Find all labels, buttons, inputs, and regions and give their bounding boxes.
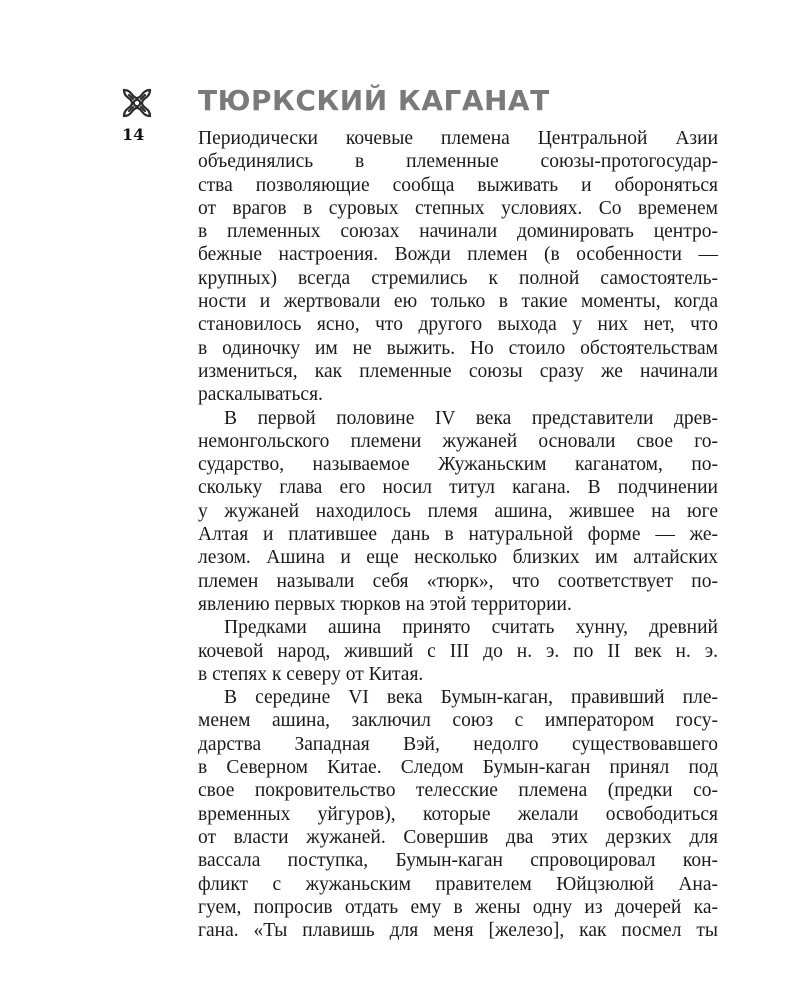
paragraph	[198, 616, 718, 686]
text-line: фликт с жужаньским правителем Юйцзюлюй Ана-	[198, 873, 718, 895]
text-line: в одиночку им не выжить. Но стоило обстоятельствам	[198, 337, 718, 359]
text-line: гана. «Ты плавишь для меня [железо], как посмел ты	[198, 920, 718, 942]
chapter-title: ТЮРКСКИЙ КАГАНАТ	[198, 84, 550, 117]
text-line: от врагов в суровых степных условиях. Со временем	[198, 197, 718, 219]
text-line: в племенных союзах начинали доминировать центро-	[198, 221, 718, 243]
text-line: ности и жертвовали ею только в такие моменты, когда	[198, 291, 718, 313]
text-line: вассала поступка, Бумын-каган спровоцировал кон-	[198, 850, 718, 872]
page-number: 14	[122, 125, 145, 144]
text-line: временных уйгуров), которые желали освободиться	[198, 803, 718, 825]
text-line: в степях к северу от Китая.	[198, 663, 424, 685]
text-line: дарства Западная Вэй, недолго существовавшего	[198, 733, 718, 755]
text-line: свое покровительство телесские племена (предки со-	[198, 780, 718, 802]
text-line: раскалываться.	[198, 384, 323, 406]
text-line: объединялись в племенные союзы-протогосудар-	[198, 151, 718, 173]
text-line: лезом. Ашина и еще несколько близких им алтайских	[198, 547, 718, 569]
text-line: немонгольского племени жужаней основали свое го-	[198, 430, 718, 452]
text-line: В первой половине IV века представители древ-	[224, 407, 718, 429]
text-line: явлению первых тюрков на этой территории.	[198, 593, 572, 615]
text-line: становилось ясно, что другого выхода у них нет, что	[198, 314, 718, 336]
body-text	[198, 127, 718, 942]
text-line: в Северном Китае. Следом Бумын-каган принял под	[198, 757, 718, 779]
text-line: сударство, называемое Жужаньским каганатом, по-	[198, 454, 718, 476]
paragraph	[198, 407, 718, 617]
text-line: племен называли себя «тюрк», что соответствует по-	[198, 570, 718, 592]
text-line: гуем, попросив отдать ему в жены одну из дочерей ка-	[198, 896, 718, 918]
text-line: Предками ашина принято считать хунну, древний	[224, 617, 718, 639]
text-line: менем ашина, заключил союз с императором госу-	[198, 710, 718, 732]
paragraph	[198, 127, 718, 407]
text-line: бежные настроения. Вожди племен (в особенности —	[198, 244, 718, 266]
text-line: от власти жужаней. Совершив два этих дерзких для	[198, 826, 718, 848]
text-line: ства позволяющие сообща выживать и обороняться	[198, 174, 718, 196]
text-line: у жужаней находилось племя ашина, жившее на юге	[198, 500, 718, 522]
text-line: В середине VI века Бумын-каган, правивший пле-	[224, 687, 718, 709]
text-line: Алтая и платившее дань в натуральной форме — же-	[198, 524, 718, 546]
celtic-knot-icon	[120, 86, 154, 120]
text-line: Периодически кочевые племена Центральной Азии	[198, 128, 718, 149]
paragraph	[198, 686, 718, 942]
text-line: измениться, как племенные союзы сразу же начинали	[198, 360, 718, 382]
text-line: кочевой народ, живший с III до н. э. по II век н. э.	[198, 640, 718, 662]
text-line: скольку глава его носил титул кагана. В подчинении	[198, 477, 718, 499]
text-line: крупных) всегда стремились к полной самостоятель-	[198, 267, 718, 289]
